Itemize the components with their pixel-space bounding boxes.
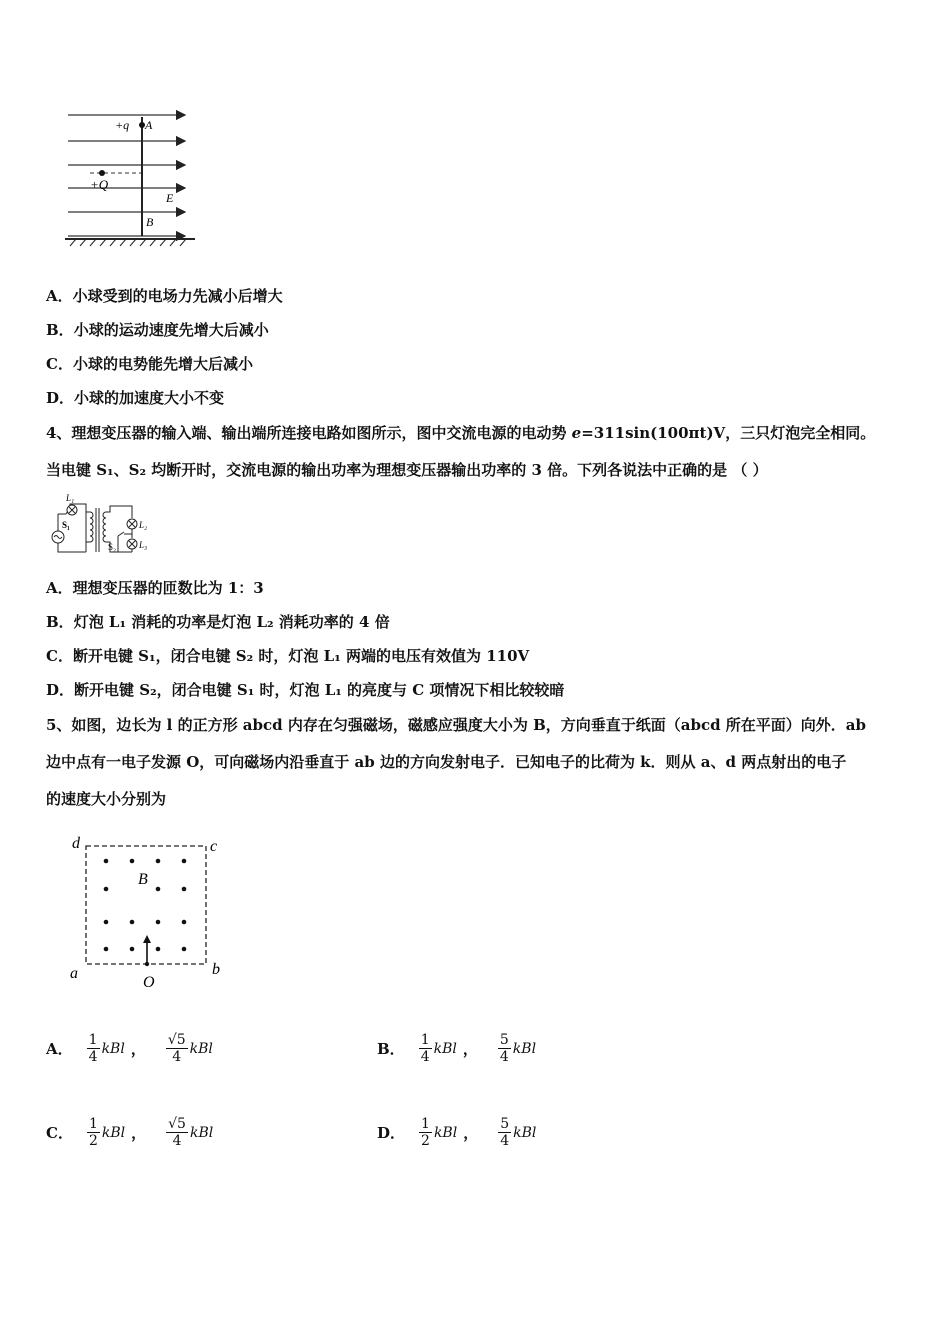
svg-text:a: a — [70, 965, 78, 982]
q5-option-c: C． $\frac{1}{2}$ kBl ， $\frac{√5}{4}$ kBl — [46, 1116, 214, 1149]
magnetic-field-square-figure — [62, 828, 232, 993]
fraction: $\frac{5}{4}$ — [499, 1032, 509, 1065]
q4-option-b: B．灯泡 L₁ 消耗的功率是灯泡 L₂ 消耗功率的 4 倍 — [46, 613, 390, 631]
svg-text:O: O — [143, 974, 155, 991]
fraction: $\frac{1}{2}$ — [88, 1116, 98, 1149]
svg-text:A: A — [145, 118, 153, 132]
svg-text:S₁: S₁ — [62, 520, 70, 530]
fraction: $\frac{1}{4}$ — [88, 1032, 98, 1065]
q3-option-d: D．小球的加速度大小不变 — [46, 389, 225, 407]
fraction: $\frac{√5}{4}$ — [167, 1032, 186, 1065]
q5-option-a: A． $\frac{1}{4}$ kBl ， $\frac{√5}{4}$ kBl — [46, 1032, 213, 1065]
q4-option-d: D．断开电键 S₂，闭合电键 S₁ 时，灯泡 L₁ 的亮度与 C 项情况下相比较较暗 — [46, 681, 565, 699]
svg-text:S₂: S₂ — [108, 542, 117, 552]
electric-field-figure — [60, 105, 210, 255]
svg-text:+q: +q — [115, 118, 130, 132]
svg-text:b: b — [212, 961, 220, 978]
q5-option-d: D． $\frac{1}{2}$ kBl ， $\frac{5}{4}$ kBl — [377, 1116, 537, 1149]
field-lines — [68, 115, 185, 236]
svg-text:+Q: +Q — [90, 177, 109, 192]
q5-option-b: B． $\frac{1}{4}$ kBl ， $\frac{5}{4}$ kBl — [377, 1032, 537, 1065]
q4-stem-line2: 当电键 S₁、S₂ 均断开时，交流电源的输出功率为理想变压器输出功率的 3 倍。下列各说法中正确的是 （ ） — [46, 461, 768, 479]
fraction: $\frac{5}{4}$ — [500, 1116, 510, 1149]
transformer-circuit-figure — [46, 492, 161, 560]
charge-Q-dot — [99, 170, 105, 176]
q4-option-a: A．理想变压器的匝数比为 1：3 — [46, 579, 264, 597]
svg-text:B: B — [138, 871, 148, 888]
q3-option-c: C．小球的电势能先增大后减小 — [46, 355, 253, 373]
q5-stem-line1: 5、如图，边长为 l 的正方形 abcd 内存在匀强磁场，磁感应强度大小为 B，方向垂直于纸面（abcd 所在平面）向外．ab — [46, 716, 867, 734]
svg-text:c: c — [210, 838, 218, 855]
svg-text:L₂: L₂ — [139, 520, 148, 530]
q5-stem-line2: 边中点有一电子发源 O，可向磁场内沿垂直于 ab 边的方向发射电子．已知电子的比荷为 k．则从 a、d 两点射出的电子 — [46, 753, 847, 771]
q5-stem-line3: 的速度大小分别为 — [46, 790, 167, 808]
q4-option-c: C．断开电键 S₁，闭合电键 S₂ 时，灯泡 L₁ 两端的电压有效值为 110V — [46, 647, 530, 665]
svg-text:L₃: L₃ — [139, 540, 148, 550]
q4-stem-line1: 4、理想变压器的输入端、输出端所连接电路如图所示，图中交流电源的电动势 e=311sin(100πt)V，三只灯泡完全相同。 — [46, 424, 876, 442]
ground-hatching — [70, 239, 186, 246]
q3-option-a: A．小球受到的电场力先减小后增大 — [46, 287, 283, 305]
svg-text:E: E — [166, 191, 174, 205]
q3-option-b: B．小球的运动速度先增大后减小 — [46, 321, 269, 339]
fraction: $\frac{1}{2}$ — [421, 1116, 430, 1149]
svg-text:d: d — [72, 835, 80, 852]
fraction: $\frac{√5}{4}$ — [168, 1116, 186, 1149]
svg-text:B: B — [146, 215, 154, 229]
fraction: $\frac{1}{4}$ — [420, 1032, 430, 1065]
svg-text:L₁: L₁ — [66, 493, 75, 503]
